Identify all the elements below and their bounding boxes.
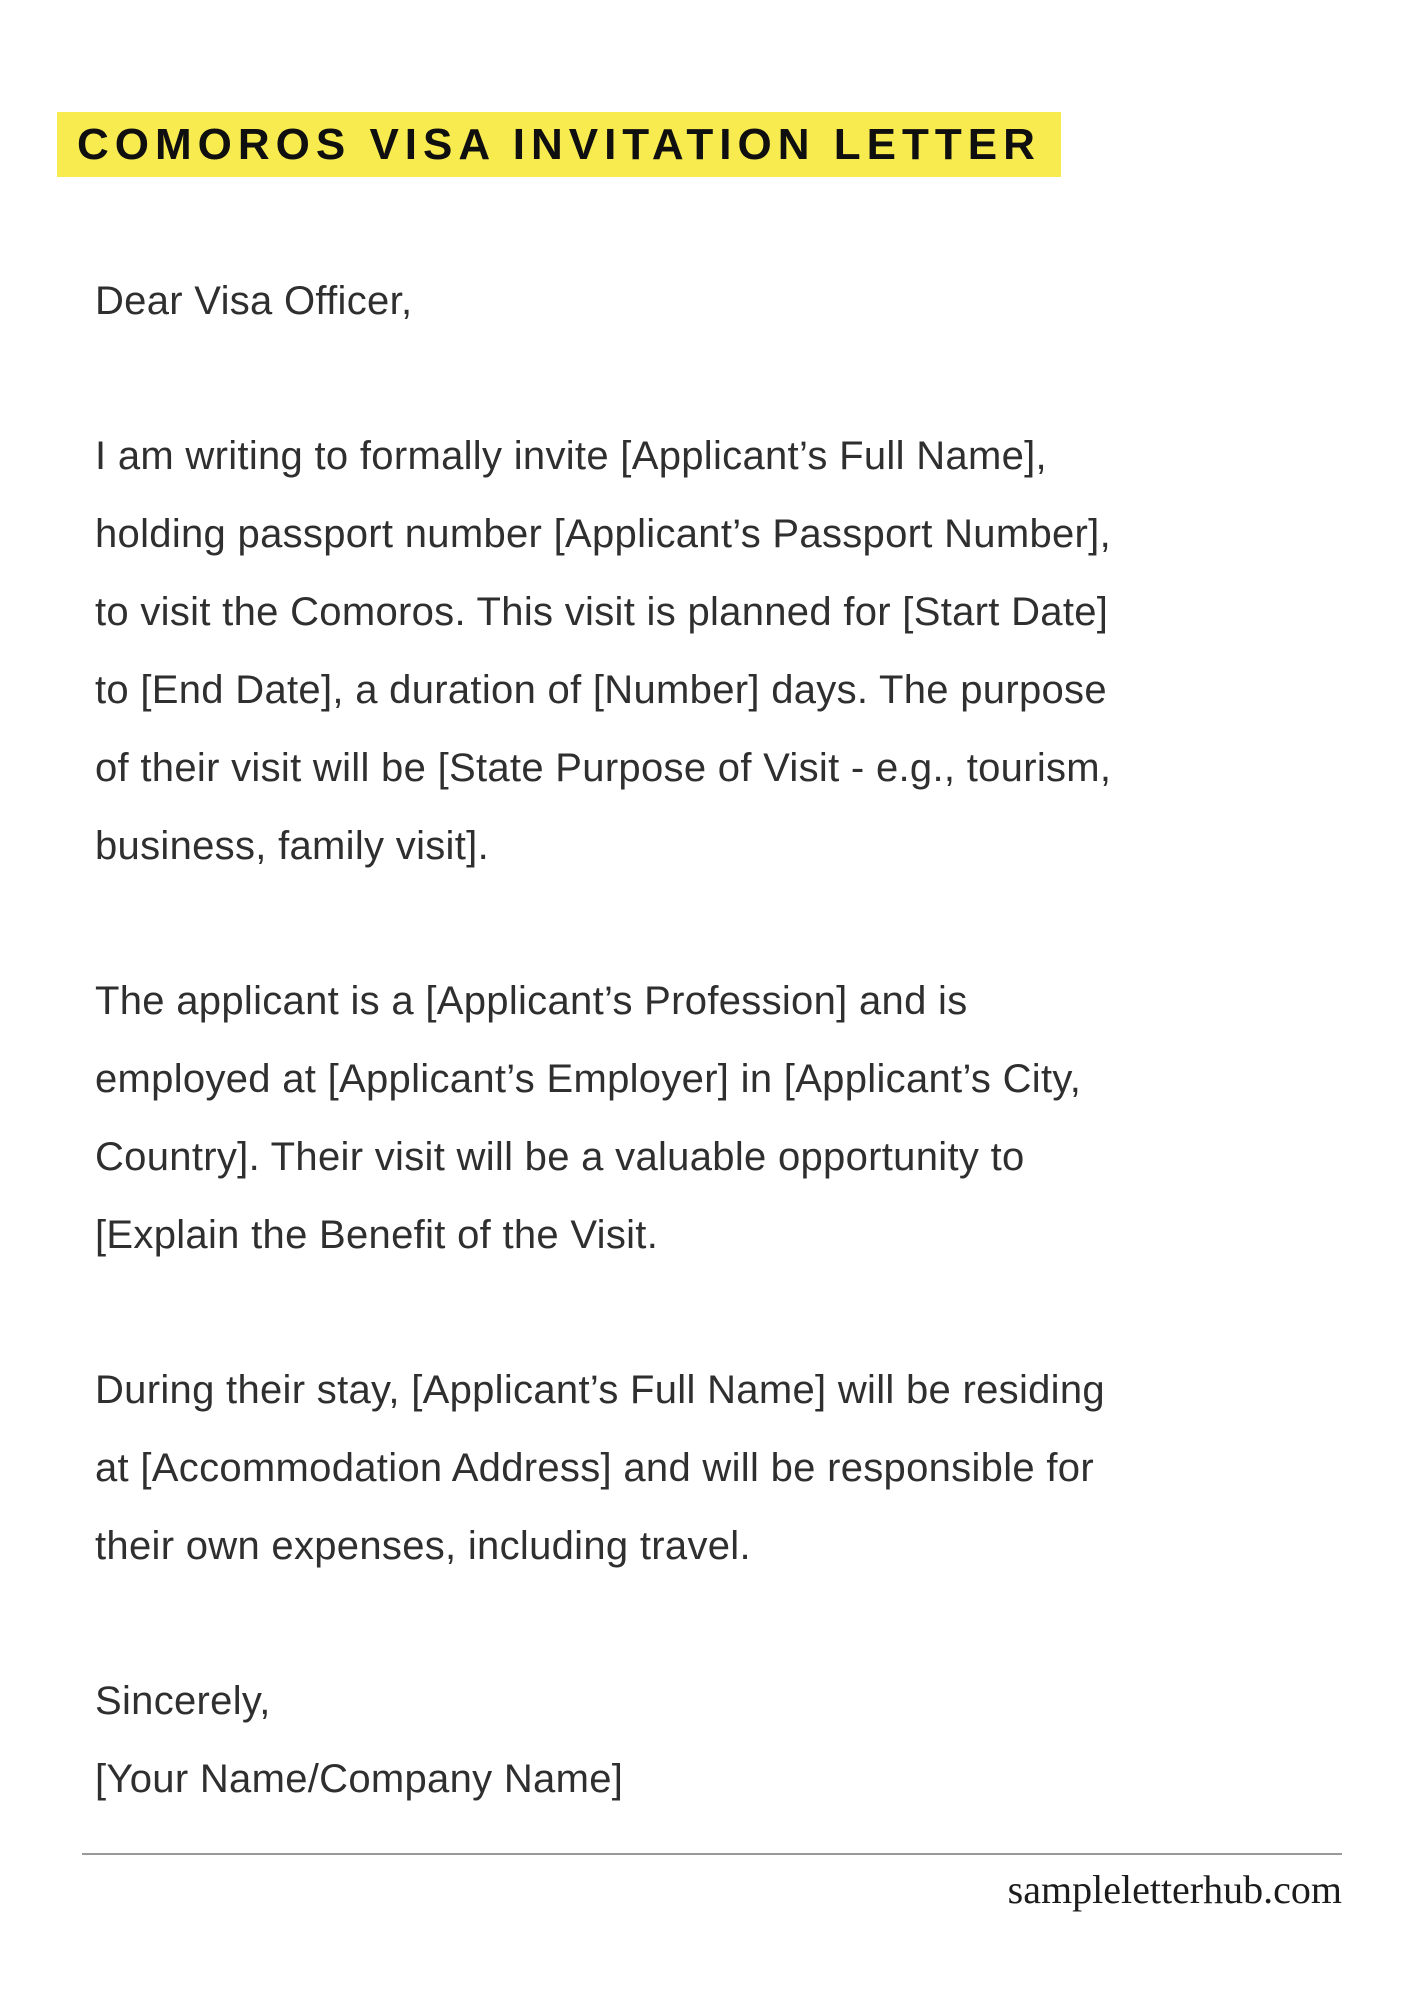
signoff-signature: [Your Name/Company Name] xyxy=(95,1757,624,1801)
footer-site-name: sampleletterhub.com xyxy=(1007,1867,1342,1912)
letter-line: business, family visit]. xyxy=(95,824,489,868)
letter-line: of their visit will be [State Purpose of Visit - e.g., tourism, xyxy=(95,746,1112,790)
title-highlight xyxy=(57,112,1061,177)
greeting-line: Dear Visa Officer, xyxy=(95,279,413,323)
paragraph-applicant-details xyxy=(95,962,1354,1274)
letter-line: [Explain the Benefit of the Visit. xyxy=(95,1213,659,1257)
letter-line: holding passport number [Applicant’s Passport Number], xyxy=(95,512,1111,556)
letter-line: to visit the Comoros. This visit is planned for [Start Date] xyxy=(95,590,1109,634)
letter-line: employed at [Applicant’s Employer] in [Applicant’s City, xyxy=(95,1057,1082,1101)
signoff-closing: Sincerely, xyxy=(95,1679,271,1723)
footer xyxy=(82,1853,1342,1913)
letter-line: to [End Date], a duration of [Number] days. The purpose xyxy=(95,668,1107,712)
paragraph-invitation xyxy=(95,417,1354,885)
letter-line: their own expenses, including travel. xyxy=(95,1524,751,1568)
footer-divider xyxy=(82,1853,1342,1855)
paragraph-stay-details xyxy=(95,1351,1354,1585)
letter-line: at [Accommodation Address] and will be responsible for xyxy=(95,1446,1094,1490)
page-title: COMOROS VISA INVITATION LETTER xyxy=(57,112,1061,177)
letter-body xyxy=(95,262,1354,1818)
signoff-block xyxy=(95,1662,1354,1818)
letter-line: Country]. Their visit will be a valuable opportunity to xyxy=(95,1135,1025,1179)
letter-line: The applicant is a [Applicant’s Profession] and is xyxy=(95,979,968,1023)
letter-line: During their stay, [Applicant’s Full Name] will be residing xyxy=(95,1368,1105,1412)
letter-line: I am writing to formally invite [Applicant’s Full Name], xyxy=(95,434,1047,478)
